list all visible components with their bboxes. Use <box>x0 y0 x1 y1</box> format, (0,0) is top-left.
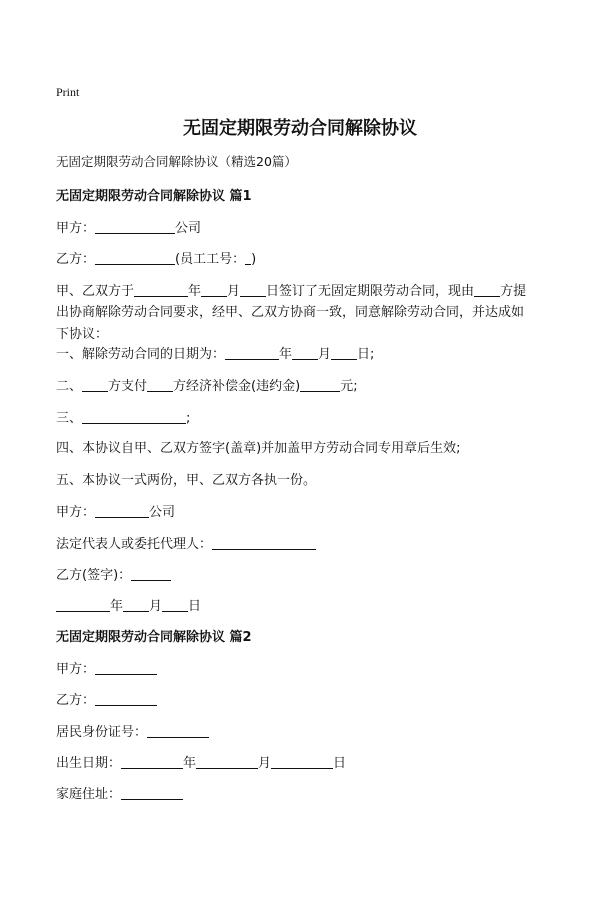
s2-address-line <box>56 786 183 803</box>
intro-line-2: 出协商解除劳动合同要求，经甲、乙双方协商一致，同意解除劳动合同，并达成如 <box>56 305 525 320</box>
intro-party-blank <box>474 283 500 297</box>
s2-birth-year-blank <box>121 755 183 769</box>
section-heading-1: 无固定期限劳动合同解除协议 篇1 <box>56 189 252 204</box>
item-2-party2-blank <box>147 378 173 392</box>
sign-party-a-suffix: 公司 <box>149 505 176 520</box>
s2-id-line <box>56 724 209 741</box>
item-2 <box>56 378 358 395</box>
item-2-mid: 方支付 <box>108 379 148 394</box>
item-2-end: 元; <box>340 379 358 394</box>
item-1 <box>56 346 374 363</box>
item-3 <box>56 410 190 427</box>
intro-line-1 <box>56 283 526 300</box>
representative-blank <box>212 536 316 550</box>
s2-party-b-blank <box>95 692 157 706</box>
party-a-line <box>56 220 201 237</box>
sign-party-a-blank <box>95 504 149 518</box>
s2-address-blank <box>121 786 183 800</box>
sign-date-line <box>56 598 201 615</box>
item-2-amount-blank <box>300 378 340 392</box>
s2-birth-month: 月 <box>258 756 272 771</box>
item-1-year: 年 <box>279 347 293 362</box>
party-b-label: 乙方： <box>56 252 96 267</box>
party-b-blank <box>95 251 175 265</box>
intro-month-blank <box>201 283 227 297</box>
s2-party-a-label: 甲方： <box>56 662 96 677</box>
sign-month-blank <box>123 598 149 612</box>
sign-party-b-label: 乙方(签字)： <box>56 568 132 583</box>
sign-party-b-blank <box>131 567 171 581</box>
s2-party-a <box>56 661 157 678</box>
item-1-month-blank <box>292 346 318 360</box>
s2-birth-year: 年 <box>183 756 197 771</box>
item-2-party-blank <box>82 378 108 392</box>
section-heading-2: 无固定期限劳动合同解除协议 篇2 <box>56 630 252 645</box>
item-1-day-blank <box>331 346 357 360</box>
s2-birth-month-blank <box>196 755 258 769</box>
item-5: 五、本协议一式两份，甲、乙双方各执一份。 <box>56 473 317 488</box>
party-a-blank <box>95 220 175 234</box>
intro-line-3: 下协议： <box>56 327 109 342</box>
item-3-blank <box>82 410 186 424</box>
sign-party-b <box>56 567 171 584</box>
print-link[interactable]: Print <box>56 85 80 99</box>
item-1-label: 一、解除劳动合同的日期为： <box>56 347 226 362</box>
party-b-line <box>56 251 256 268</box>
s2-id-label: 居民身份证号： <box>56 725 148 740</box>
party-a-suffix: 公司 <box>175 221 202 236</box>
item-1-year-blank <box>225 346 279 360</box>
party-b-suffix: (员工工号： <box>175 252 246 267</box>
sign-party-a-label: 甲方： <box>56 505 96 520</box>
s2-birth-day-blank <box>271 755 333 769</box>
intro-year-blank <box>134 283 188 297</box>
representative-label: 法定代表人或委托代理人： <box>56 537 213 552</box>
intro-text-2: 日签订了无固定期限劳动合同，现由 <box>266 284 475 299</box>
representative-line <box>56 536 316 553</box>
item-1-day: 日; <box>357 347 375 362</box>
s2-party-b <box>56 692 157 709</box>
s2-address-label: 家庭住址： <box>56 787 122 802</box>
s2-birth-line <box>56 755 346 772</box>
item-2-label: 二、 <box>56 379 83 394</box>
sign-month: 月 <box>149 599 163 614</box>
s2-party-b-label: 乙方： <box>56 693 96 708</box>
document-subtitle: 无固定期限劳动合同解除协议（精选20篇） <box>56 154 297 169</box>
item-3-end: ; <box>186 411 191 426</box>
s2-birth-day: 日 <box>333 756 347 771</box>
intro-text-1: 甲、乙双方于 <box>56 284 135 299</box>
sign-year: 年 <box>110 599 124 614</box>
party-a-label: 甲方： <box>56 221 96 236</box>
item-4: 四、本协议自甲、乙双方签字(盖章)并加盖甲方劳动合同专用章后生效; <box>56 441 461 456</box>
party-b-close: ) <box>251 252 257 267</box>
intro-text-3: 方提 <box>500 284 527 299</box>
s2-birth-label: 出生日期： <box>56 756 122 771</box>
intro-year-label: 年 <box>188 284 202 299</box>
sign-party-a <box>56 504 175 521</box>
item-1-month: 月 <box>318 347 332 362</box>
sign-year-blank <box>56 598 110 612</box>
sign-day: 日 <box>188 599 202 614</box>
intro-day-blank <box>240 283 266 297</box>
item-3-label: 三、 <box>56 411 83 426</box>
item-2-mid2: 方经济补偿金(违约金) <box>173 379 301 394</box>
page-title: 无固定期限劳动合同解除协议 <box>183 118 417 139</box>
s2-id-blank <box>147 724 209 738</box>
s2-party-a-blank <box>95 661 157 675</box>
intro-month-label: 月 <box>227 284 241 299</box>
sign-day-blank <box>162 598 188 612</box>
